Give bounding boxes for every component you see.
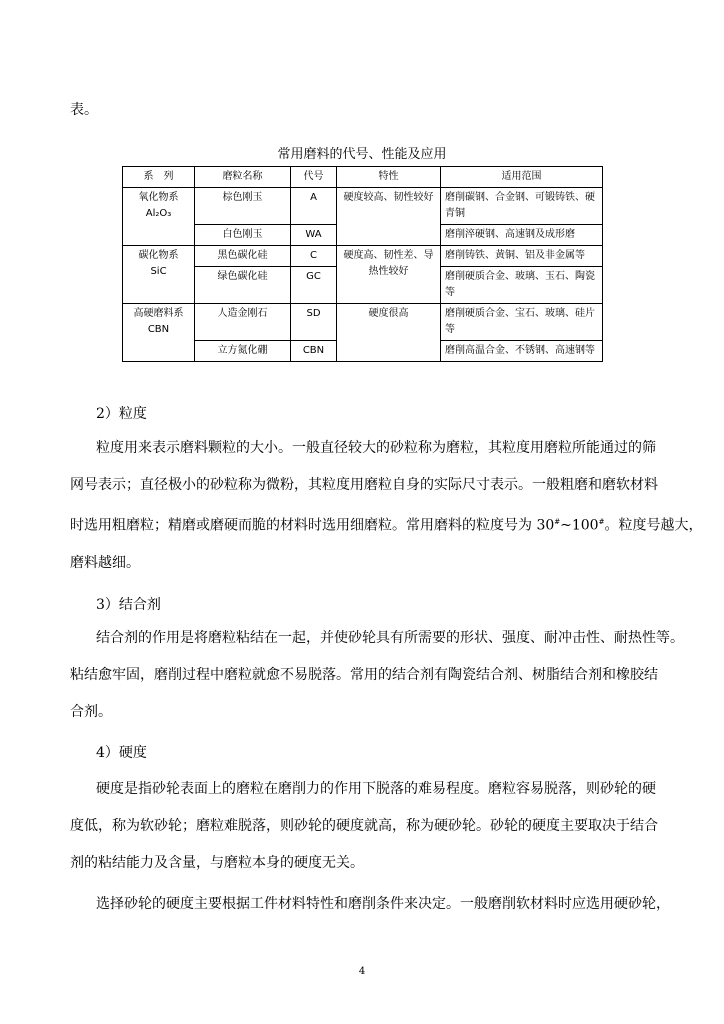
grain-code: SD	[291, 304, 337, 341]
page-number: 4	[358, 966, 366, 977]
header-series: 系 列	[123, 167, 195, 188]
paragraph-line: 结合剂的作用是将磨粒粘结在一起，并使砂轮具有所需要的形状、强度、耐冲击性、耐热性等。	[96, 630, 684, 646]
grain-name: 绿色碳化硅	[195, 267, 291, 304]
paragraph-line: 度低，称为软砂轮；磨粒难脱落，则砂轮的硬度就高，称为硬砂轮。砂轮的硬度主要取决于结合	[70, 818, 658, 834]
series-cell	[123, 188, 195, 246]
paragraph-line: 合剂。	[70, 704, 112, 720]
paragraph-line: 网号表示；直径极小的砂粒称为微粉，其粒度用磨粒自身的实际尺寸表示。一般粗磨和磨软材料	[70, 477, 658, 493]
header-name: 磨粒名称	[195, 167, 291, 188]
grain-name: 黑色碳化硅	[195, 246, 291, 267]
section-bond-title: 3）结合剂	[96, 597, 161, 613]
grit-range-mid: ~100	[560, 517, 599, 534]
grain-code: CBN	[291, 341, 337, 362]
grain-code: C	[291, 246, 337, 267]
paragraph-line: 硬度是指砂轮表面上的磨粒在磨削力的作用下脱落的难易程度。磨粒容易脱落，则砂轮的硬	[96, 781, 656, 797]
paragraph-line: 粘结愈牢固，磨削过程中磨粒就愈不易脱落。常用的结合剂有陶瓷结合剂、树脂结合剂和橡胶结	[70, 667, 658, 683]
property-cell: 硬度较高、韧性较好	[337, 188, 441, 246]
property-cell: 硬度高、韧性差、导热性较好	[337, 246, 441, 304]
lead-text: 表。	[70, 102, 98, 118]
table-row	[123, 246, 603, 267]
section-hardness-body-2	[70, 886, 670, 923]
grain-name: 人造金刚石	[195, 304, 291, 341]
section-bond-body	[70, 620, 684, 731]
series-formula: SiC	[150, 266, 167, 277]
series-cell	[123, 304, 195, 362]
grain-name: 白色刚玉	[195, 225, 291, 246]
grit-range-after: 。粒度号越大，	[604, 517, 703, 534]
use-cell: 磨削硬质合金、宝石、玻璃、硅片等	[441, 304, 603, 341]
section-grit-title: 2）粒度	[96, 406, 147, 422]
use-cell: 磨削碳钢、合金钢、可锻铸铁、硬青铜	[441, 188, 603, 225]
table-row	[123, 188, 603, 225]
series-formula: CBN	[147, 324, 170, 335]
section-grit-body	[70, 430, 703, 582]
grain-name: 立方氮化硼	[195, 341, 291, 362]
paragraph-line: 磨料越细。	[70, 554, 140, 571]
grit-symbol: #	[554, 518, 561, 526]
header-use: 适用范围	[441, 167, 603, 188]
use-cell: 磨削铸铁、黄铜、铝及非金属等	[441, 246, 603, 267]
paragraph-line	[70, 504, 703, 545]
series-formula: Al₂O₃	[145, 208, 172, 219]
abrasive-table	[122, 166, 603, 362]
use-cell: 磨削硬质合金、玻璃、玉石、陶瓷等	[441, 267, 603, 304]
grit-symbol: #	[598, 518, 605, 526]
paragraph-line: 选择砂轮的硬度主要根据工件材料特性和磨削条件来决定。一般磨削软材料时应选用硬砂轮，	[96, 896, 670, 912]
grit-range-text: 时选用粗磨粒；精磨或磨硬而脆的材料时选用细磨粒。常用磨料的粒度号为 30	[70, 517, 555, 534]
table-caption: 常用磨料的代号、性能及应用	[277, 147, 447, 162]
series-name: 氧化物系	[138, 192, 179, 203]
header-property: 特性	[337, 167, 441, 188]
use-cell: 磨削高温合金、不锈钢、高速钢等	[441, 341, 603, 362]
table-row	[123, 304, 603, 341]
grain-code: GC	[291, 267, 337, 304]
header-code: 代号	[291, 167, 337, 188]
paragraph-line: 粒度用来表示磨料颗粒的大小。一般直径较大的砂粒称为磨粒，其粒度用磨粒所能通过的筛	[96, 440, 656, 456]
grain-name: 棕色刚玉	[195, 188, 291, 225]
series-name: 高硬磨料系	[133, 308, 184, 319]
section-hardness-body	[70, 771, 664, 882]
paragraph-line: 剂的粘结能力及含量，与磨粒本身的硬度无关。	[70, 855, 364, 871]
grain-code: WA	[291, 225, 337, 246]
property-cell: 硬度很高	[337, 304, 441, 362]
grain-code: A	[291, 188, 337, 225]
use-cell: 磨削淬硬钢、高速钢及成形磨	[441, 225, 603, 246]
series-name: 碳化物系	[138, 250, 179, 261]
table-header-row	[123, 167, 603, 188]
series-cell	[123, 246, 195, 304]
section-hardness-title: 4）硬度	[96, 745, 147, 761]
